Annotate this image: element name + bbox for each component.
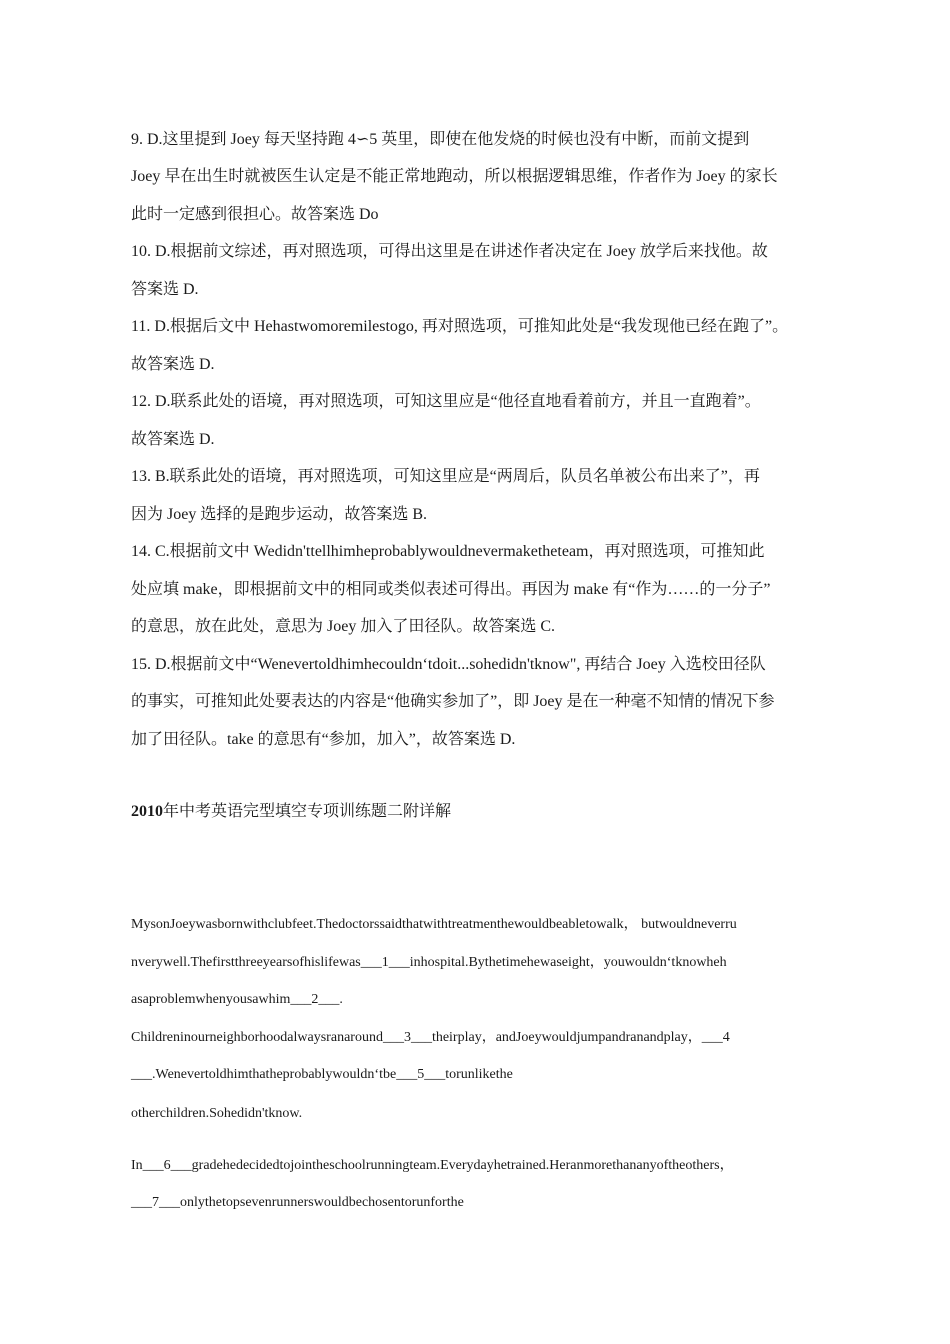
answer-line: 因为 Joey 选择的是跑步运动，故答案选 B.	[131, 506, 428, 523]
answer-line: 15. D.根据前文中“Wenevertoldhimhecouldn‘tdoit...sohedidn'tknow", 再结合 Joey 入选校田径队	[131, 656, 766, 673]
answer-line: 的意思，放在此处，意思为 Joey 加入了田径队。故答案选 C.	[131, 618, 556, 635]
passage-line: MysonJoeywasbornwithclubfeet.Thedoctorssaidthatwithtreatmenthewouldbeabletowalk， butwouldneverru	[131, 917, 737, 932]
answer-line: 故答案选 D.	[131, 431, 215, 448]
answer-line: 11. D.根据后文中 Hehastwomoremilestogo, 再对照选项，可推知此处是“我发现他已经在跑了”。	[131, 318, 789, 335]
answer-line: 的事实，可推知此处要表达的内容是“他确实参加了”，即 Joey 是在一种毫不知情的情况下参	[131, 693, 775, 710]
answer-line: 13. B.联系此处的语境，再对照选项，可知这里应是“两周后，队员名单被公布出来了”，再	[131, 468, 760, 485]
passage-line: otherchildren.Sohedidn'tknow.	[131, 1106, 303, 1121]
passage-line: ___7___onlythetopsevenrunnerswouldbechosentorunforthe	[131, 1195, 464, 1210]
answer-line: 14. C.根据前文中 Wedidn'ttellhimheprobablywouldnevermaketheteam，再对照选项，可推知此	[131, 543, 765, 560]
passage-line: ___.Wenevertoldhimthatheprobablywouldn‘tbe___5___torunlikethe	[131, 1067, 513, 1082]
passage-line: Childreninourneighborhoodalwaysranaround___3___theirplay，andJoeywouldjumpandranandplay，___4	[131, 1030, 730, 1045]
passage-line: nverywell.Thefirstthreeyearsofhislifewas___1___inhospital.Bythetimehewaseight，youwouldn‘tknowheh	[131, 955, 727, 970]
passage-line: In___6___gradehedecidedtojointheschoolrunningteam.Everydayhetrained.Heranmorethananyoftheothers，	[131, 1158, 734, 1173]
answer-line: Joey 早在出生时就被医生认定是不能正常地跑动，所以根据逻辑思维，作者作为 Joey 的家长	[131, 168, 778, 185]
section-heading	[131, 802, 451, 822]
answer-line: 加了田径队。take 的意思有“参加，加入”，故答案选 D.	[131, 731, 516, 748]
answer-line: 答案选 D.	[131, 281, 199, 298]
answer-line: 故答案选 D.	[131, 356, 215, 373]
heading-year: 2010	[131, 803, 163, 820]
answer-line: 9. D.这里提到 Joey 每天坚持跑 4∽5 英里，即使在他发烧的时候也没有中断，而前文提到	[131, 131, 750, 148]
answer-line: 12. D.联系此处的语境，再对照选项，可知这里应是“他径直地看着前方，并且一直跑着”。	[131, 393, 761, 410]
passage-line: asaproblemwhenyousawhim___2___.	[131, 992, 343, 1007]
answer-line: 此时一定感到很担心。故答案选 Do	[131, 206, 379, 223]
answer-line: 10. D.根据前文综述，再对照选项，可得出这里是在讲述作者决定在 Joey 放学后来找他。故	[131, 243, 768, 260]
answer-line: 处应填 make，即根据前文中的相同或类似表述可得出。再因为 make 有“作为……的一分子”	[131, 581, 771, 598]
heading-title: 年中考英语完型填空专项训练题二附详解	[163, 803, 452, 820]
